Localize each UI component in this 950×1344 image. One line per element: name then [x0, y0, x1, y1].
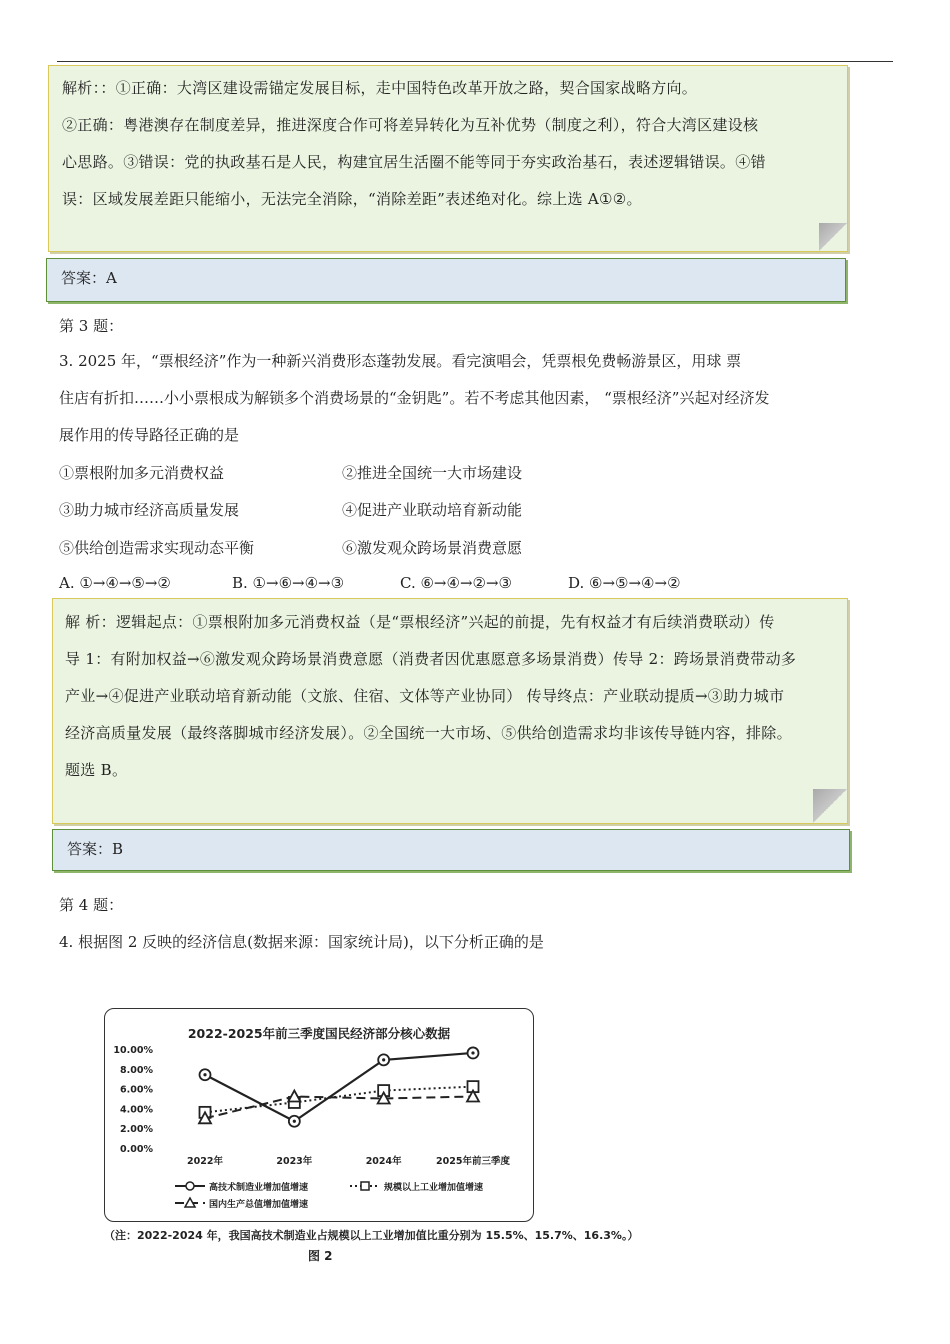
y-tick-label: 2.00%	[120, 1124, 153, 1136]
q3-analysis-box	[52, 598, 848, 824]
data-point-circle-dot	[471, 1051, 474, 1054]
y-tick-label: 10.00%	[113, 1045, 153, 1056]
figure-note: （注：2022-2024 年，我国高技术制造业占规模以上工业增加值比重分别为 15.5%、15.7%、16.3%。）	[104, 1229, 639, 1242]
q3-item: ②推进全国统一大市场建设	[342, 464, 523, 482]
y-tick-label: 0.00%	[120, 1144, 153, 1155]
chart-svg	[105, 1009, 533, 1221]
q2-analysis-line: 误：区域发展差距只能缩小，无法完全消除，“消除差距”表述绝对化。综上选 A①②。	[62, 190, 642, 208]
data-point-circle-dot	[203, 1073, 206, 1076]
q2-answer-box	[46, 258, 846, 302]
y-tick-label: 4.00%	[120, 1104, 153, 1116]
q2-analysis-line: 解析：：①正确：大湾区建设需锚定发展目标，走中国特色改革开放之路，契合国家战略方向。	[62, 79, 698, 97]
page-curl-decoration	[813, 789, 847, 823]
q3-heading: 第 3 题：	[59, 317, 124, 335]
series-line	[205, 1053, 473, 1121]
q3-analysis-line: 导 1：有附加权益→⑥激发观众跨场景消费意愿（消费者因优惠愿意多场景消费）传导 2：跨场景消费带动多	[65, 650, 797, 668]
q2-analysis-line: ②正确：粤港澳存在制度差异，推进深度合作可将差异转化为互补优势（制度之利），符合大湾区建设核	[62, 116, 759, 134]
q3-item: ⑥激发观众跨场景消费意愿	[342, 539, 523, 557]
q3-answer-box	[52, 829, 850, 871]
x-tick-label: 2024年	[365, 1156, 402, 1167]
q3-analysis-line: 题选 B。	[65, 761, 128, 779]
chart-title: 2022-2025年前三季度国民经济部分核心数据	[187, 1026, 451, 1041]
q3-item: ⑤供给创造需求实现动态平衡	[59, 539, 255, 557]
q3-stem-line: 展作用的传导路径正确的是	[59, 426, 240, 444]
legend-marker	[361, 1182, 369, 1190]
q2-analysis-line: 心思路。③错误：党的执政基石是人民，构建宜居生活圈不能等同于夯实政治基石，表述逻辑错误。④错	[62, 153, 766, 171]
q3-choice-a: A. ①→④→⑤→②	[59, 574, 171, 592]
q3-analysis-line: 解 析：逻辑起点：①票根附加多元消费权益（是“票根经济”兴起的前提，先有权益才有后续消费联动）传	[65, 613, 775, 631]
figure-2-chart	[104, 1008, 534, 1222]
page-curl-decoration	[819, 223, 847, 251]
data-point-circle-dot	[382, 1058, 385, 1061]
legend-label: 高技术制造业增加值增速	[209, 1183, 309, 1193]
y-tick-label: 6.00%	[120, 1084, 153, 1096]
y-tick-label: 8.00%	[120, 1064, 153, 1076]
q3-stem-line: 住店有折扣……小小票根成为解锁多个消费场景的“金钥匙”。若不考虑其他因素， “票根经济”兴起对经济发	[59, 389, 770, 407]
q3-item: ③助力城市经济高质量发展	[59, 501, 240, 519]
q3-answer: 答案：B	[67, 840, 124, 858]
x-tick-label: 2022年	[187, 1156, 223, 1167]
x-tick-label: 2025年前三季度	[436, 1156, 510, 1167]
q4-heading: 第 4 题：	[59, 896, 124, 914]
figure-label: 图 2	[308, 1249, 333, 1263]
q4-stem: 4. 根据图 2 反映的经济信息(数据来源：国家统计局)，以下分析正确的是	[59, 933, 544, 951]
q3-item: ①票根附加多元消费权益	[59, 464, 225, 482]
q2-analysis-box	[48, 65, 848, 252]
q3-analysis-line: 产业→④促进产业联动培育新动能（文旅、住宿、文体等产业协同） 传导终点：产业联动提质→③助力城市	[65, 687, 785, 705]
q3-item: ④促进产业联动培育新动能	[342, 501, 523, 519]
legend-label: 国内生产总值增加值增速	[209, 1200, 309, 1210]
legend-label: 规模以上工业增加值增速	[384, 1183, 484, 1193]
q3-choice-c: C. ⑥→④→②→③	[400, 574, 512, 592]
header-rule	[57, 61, 893, 62]
data-point-triangle	[288, 1091, 300, 1102]
q2-answer: 答案：A	[61, 269, 117, 287]
legend-marker	[186, 1182, 194, 1190]
q3-choice-d: D. ⑥→⑤→④→②	[568, 574, 681, 592]
q3-analysis-line: 经济高质量发展（最终落脚城市经济发展）。②全国统一大市场、⑤供给创造需求均非该传导链内容，排除。	[65, 724, 792, 742]
x-tick-label: 2023年	[276, 1156, 313, 1167]
q3-stem-line: 3. 2025 年，“票根经济”作为一种新兴消费形态蓬勃发展。看完演唱会，凭票根免费畅游景区，用球 票	[59, 352, 742, 370]
data-point-circle-dot	[293, 1120, 296, 1123]
q3-choice-b: B. ①→⑥→④→③	[232, 574, 345, 592]
